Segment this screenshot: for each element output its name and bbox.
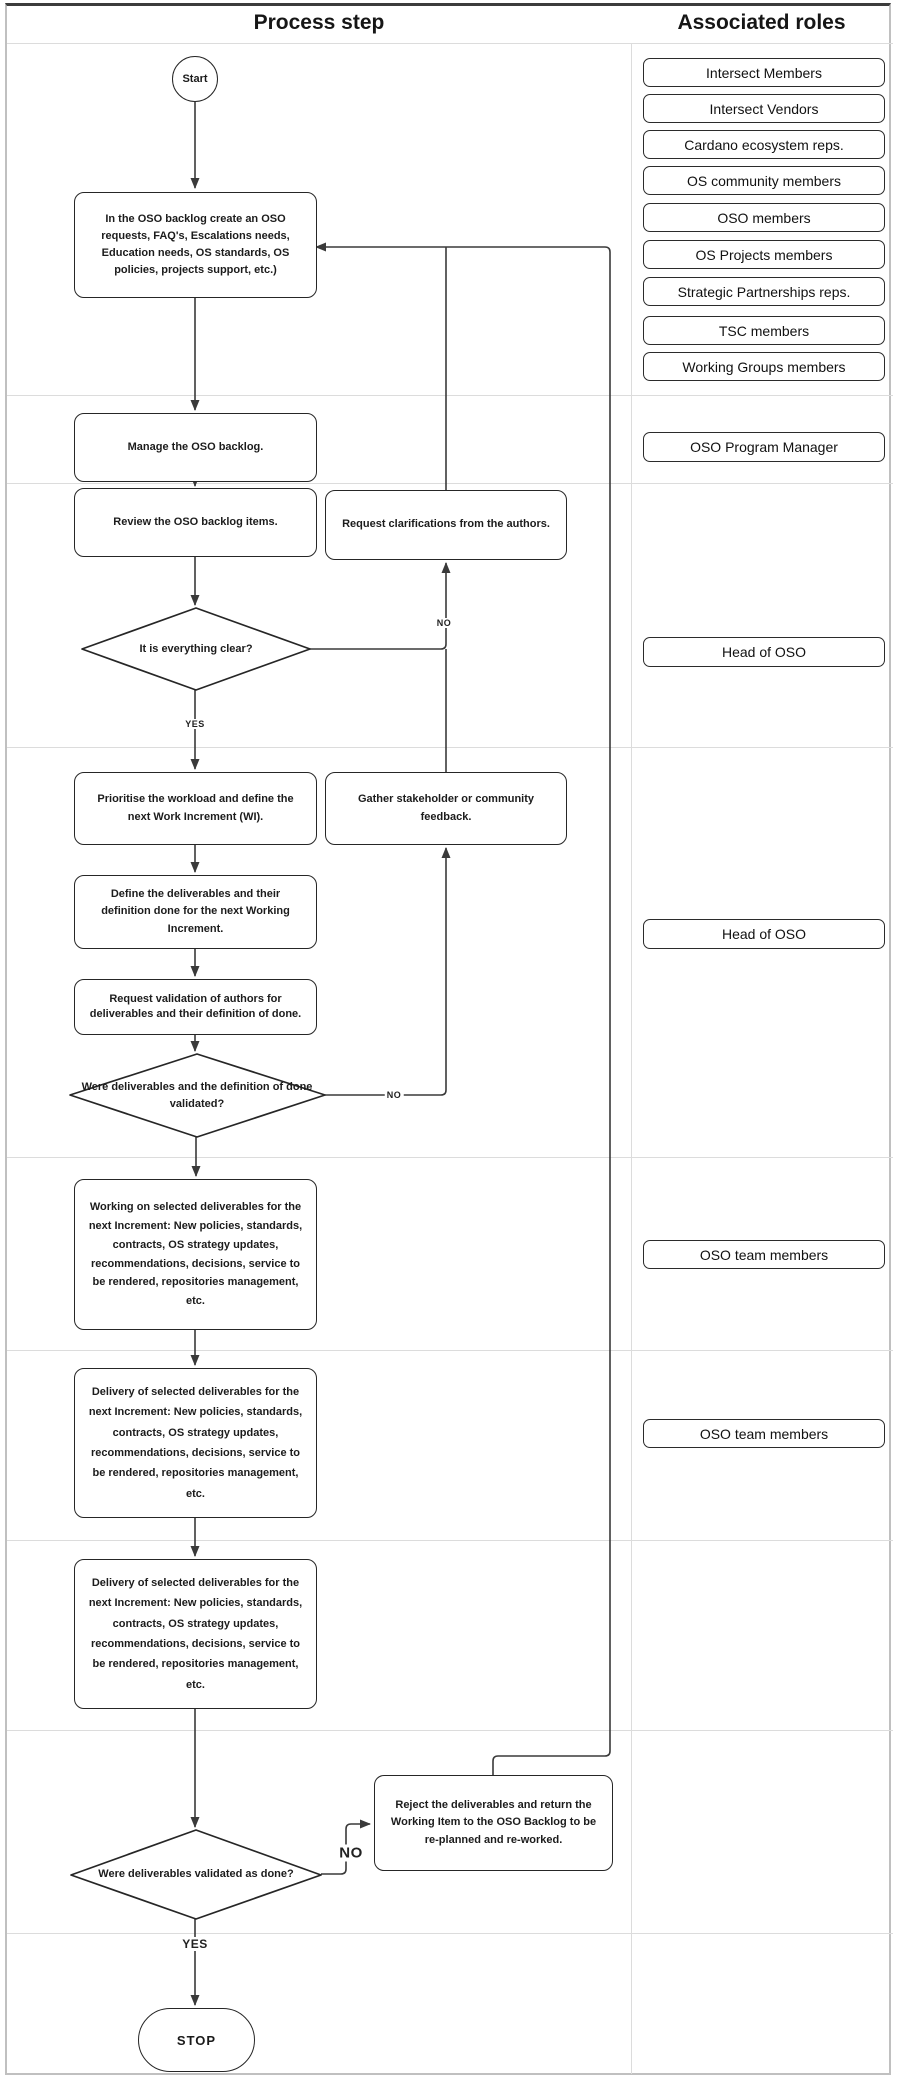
node-create-backlog: In the OSO backlog create an OSO requests, FAQ's, Escalations needs, Education needs, OS standards, OS policies, projects support, etc.) [74,192,317,298]
role-tsc-members: TSC members [643,316,885,345]
decision-validated-done-label: Were deliverables validated as done? [98,1868,294,1881]
node-define-deliverables: Define the deliverables and their definition done for the next Working Increment. [74,875,317,949]
role-intersect-vendors: Intersect Vendors [643,94,885,123]
process-column-title: Process step [253,11,385,34]
edge-label-no-validated: NO [386,1090,402,1100]
edge-clear-no-to-clarifications [310,563,446,649]
roles-column-title: Associated roles [677,11,846,34]
role-head-of-oso-1: Head of OSO [643,637,885,667]
decision-deliverables-validated-label: Were deliverables and the definition of done validated? [81,1081,313,1110]
node-prioritise-workload: Prioritise the workload and define the next Work Increment (WI). [74,772,317,845]
role-oso-members: OSO members [643,203,885,232]
edge-label-no-done: NO [339,1844,363,1862]
node-gather-feedback: Gather stakeholder or community feedback. [325,772,567,845]
node-review-items: Review the OSO backlog items. [74,488,317,557]
role-oso-team-members-1: OSO team members [643,1240,885,1269]
role-oso-program-manager: OSO Program Manager [643,432,885,462]
node-request-validation: Request validation of authors for deliverables and their definition of done. [74,979,317,1035]
edge-reject-to-create [316,247,610,1775]
node-request-clarifications: Request clarifications from the authors. [325,490,567,560]
role-cardano-ecosystem-reps: Cardano ecosystem reps. [643,130,885,159]
edge-label-no-clear: NO [436,618,452,628]
node-reject-deliverables: Reject the deliverables and return the Working Item to the OSO Backlog to be re-planned and re-worked. [374,1775,613,1871]
node-manage-backlog: Manage the OSO backlog. [74,413,317,482]
edge-label-yes-done: YES [182,1937,208,1951]
node-stop: STOP [138,2008,255,2072]
role-strategic-partnerships: Strategic Partnerships reps. [643,277,885,306]
role-working-groups-members: Working Groups members [643,352,885,381]
role-os-projects-members: OS Projects members [643,240,885,269]
decision-everything-clear-label: It is everything clear? [139,642,253,655]
role-os-community-members: OS community members [643,166,885,195]
node-working-deliverables: Working on selected deliverables for the next Increment: New policies, standards, contracts, OS strategy updates, recommendations, decisions, service to be rendered, repositories management, etc. [74,1179,317,1330]
edge-validated-no-to-gather [325,848,446,1095]
role-head-of-oso-2: Head of OSO [643,919,885,949]
node-start: Start [172,56,218,102]
role-oso-team-members-2: OSO team members [643,1419,885,1448]
edge-label-yes-clear: YES [185,719,205,729]
node-delivery-2: Delivery of selected deliverables for the next Increment: New policies, standards, contracts, OS strategy updates, recommendations, decisions, service to be rendered, repositories management, etc. [74,1559,317,1709]
role-intersect-members: Intersect Members [643,58,885,87]
node-delivery-1: Delivery of selected deliverables for the next Increment: New policies, standards, contracts, OS strategy updates, recommendations, decisions, service to be rendered, repositories management, etc. [74,1368,317,1518]
